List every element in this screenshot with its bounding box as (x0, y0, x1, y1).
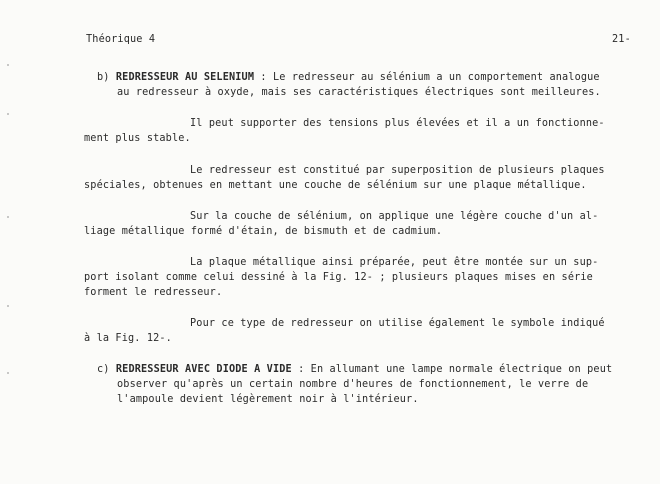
para-c-title: REDRESSEUR AVEC DIODE A VIDE (115, 364, 292, 375)
para-6-line-2: à la Fig. 12-. (84, 333, 172, 344)
scan-speck (7, 305, 9, 307)
para-5-line-2: port isolant comme celui dessiné à la Fig. 12- ; plusieurs plaques mises en série (84, 272, 593, 283)
para-b-label: b) (97, 72, 110, 83)
para-5-line-3: forment le redresseur. (84, 287, 223, 298)
header-left: Théorique 4 (86, 34, 156, 45)
para-b-line-1-rest: : Le redresseur au sélénium a un comportement analogue (254, 72, 600, 83)
para-3-line-2: spéciales, obtenues en mettant une couche de sélénium sur une plaque métallique. (84, 180, 587, 191)
para-c-line-3: l'ampoule devient légèrement noir à l'intérieur. (117, 394, 419, 405)
para-2-line-2: ment plus stable. (84, 133, 191, 144)
para-b-title: REDRESSEUR AU SELENIUM (115, 72, 255, 83)
para-b-line-2: au redresseur à oxyde, mais ses caractéristiques électriques sont meilleures. (117, 87, 601, 98)
para-5-line-1: La plaque métallique ainsi préparée, peut être montée sur un sup- (190, 257, 599, 268)
page-number: 21- (612, 34, 631, 45)
para-c-line-1-rest: : En allumant une lampe normale électrique on peut (291, 364, 613, 375)
scan-speck (7, 372, 9, 374)
para-c-line-2: observer qu'après un certain nombre d'heures de fonctionnement, le verre de (117, 379, 589, 390)
para-c-label: c) (97, 364, 110, 375)
scan-speck (7, 64, 9, 66)
para-c-line-1 (97, 364, 612, 376)
para-4-line-2: liage métallique formé d'étain, de bismuth et de cadmium. (84, 226, 443, 237)
scan-speck (7, 113, 9, 115)
scan-speck (7, 216, 9, 218)
para-6-line-1: Pour ce type de redresseur on utilise également le symbole indiqué (190, 318, 605, 329)
para-4-line-1: Sur la couche de sélénium, on applique une légère couche d'un al- (190, 211, 599, 222)
para-b-line-1 (97, 72, 600, 84)
para-2-line-1: Il peut supporter des tensions plus élevées et il a un fonctionne- (190, 118, 605, 129)
para-3-line-1: Le redresseur est constitué par superposition de plusieurs plaques (190, 165, 605, 176)
